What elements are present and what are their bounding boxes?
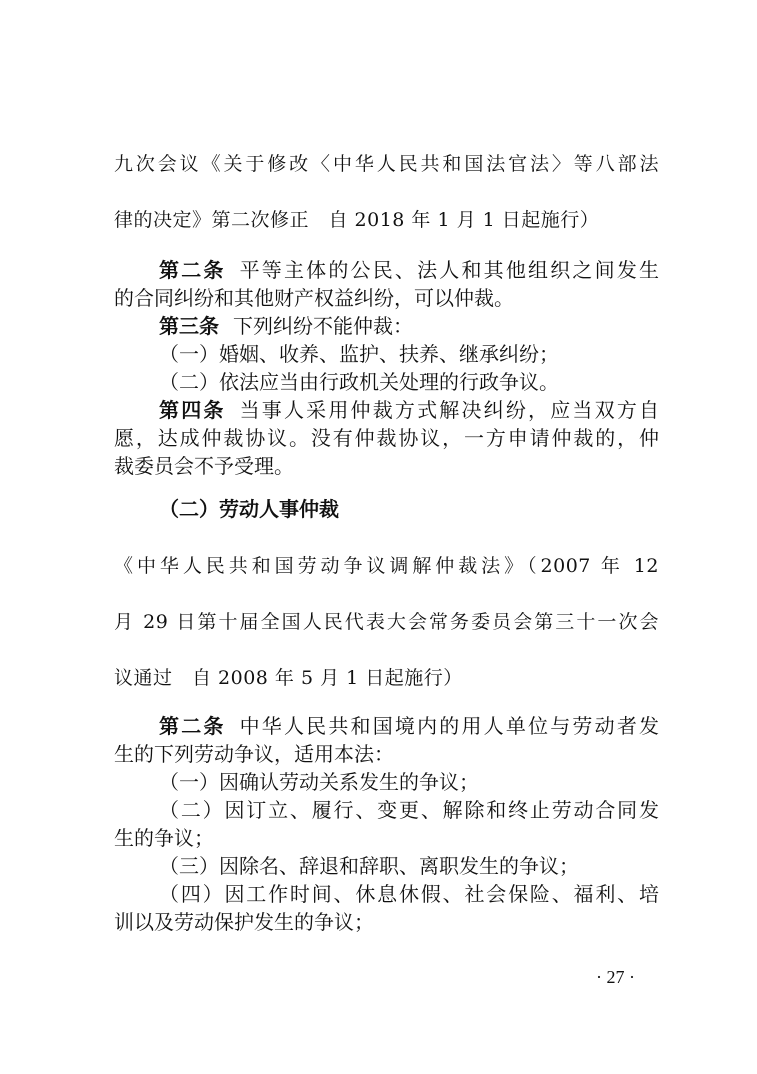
article-3-item-1: （一）婚姻、收养、监护、扶养、继承纠纷； <box>159 342 559 366</box>
source-citation-line-1: 九次会议《关于修改〈中华人民共和国法官法〉等八部法 <box>114 153 659 175</box>
article-2-text: 平等主体的公民、法人和其他组织之间发生 <box>239 258 659 282</box>
article-4-line-2: 愿，达成仲裁协议。没有仲裁协议，一方申请仲裁的，仲 <box>114 426 659 450</box>
labor-article-2-item-2-line-1: （二）因订立、履行、变更、解除和终止劳动合同发 <box>159 798 659 822</box>
labor-article-2-item-1: （一）因确认劳动关系发生的争议； <box>159 770 479 794</box>
article-3-heading: 第三条 <box>159 314 219 338</box>
article-2-line-1 <box>159 258 659 282</box>
labor-source-line-3: 议通过 自 2008 年 5 月 1 日起施行） <box>114 667 463 689</box>
labor-article-2-line-2: 生的下列劳动争议，适用本法： <box>114 742 394 766</box>
labor-article-2-heading: 第二条 <box>159 714 226 738</box>
labor-source-line-2: 月 29 日第十届全国人民代表大会常务委员会第三十一次会 <box>114 611 659 633</box>
source-citation-line-2: 律的决定》第二次修正 自 2018 年 1 月 1 日起施行） <box>114 209 600 231</box>
article-4-line-1 <box>159 398 659 422</box>
labor-article-2-item-4-line-2: 训以及劳动保护发生的争议； <box>114 910 374 934</box>
article-3-line-1 <box>159 314 659 338</box>
article-2-line-2: 的合同纠纷和其他财产权益纠纷，可以仲裁。 <box>114 286 514 310</box>
labor-article-2-item-2-line-2: 生的争议； <box>114 826 214 850</box>
article-4-heading: 第四条 <box>159 398 226 422</box>
article-3-text: 下列纠纷不能仲裁： <box>233 314 413 338</box>
labor-article-2-item-4-line-1: （四）因工作时间、休息休假、社会保险、福利、培 <box>159 882 659 906</box>
article-2-heading: 第二条 <box>159 258 226 282</box>
page-number: · 27 · <box>596 967 635 987</box>
labor-source-line-1: 《中华人民共和国劳动争议调解仲裁法》（2007 年 12 <box>114 555 659 577</box>
article-4-text: 当事人采用仲裁方式解决纠纷，应当双方自 <box>239 398 659 422</box>
article-3-item-2: （二）依法应当由行政机关处理的行政争议。 <box>159 370 559 394</box>
labor-article-2-line-1 <box>159 714 659 738</box>
section-title: （二）劳动人事仲裁 <box>159 497 339 521</box>
article-4-line-3: 裁委员会不予受理。 <box>114 454 294 478</box>
labor-article-2-text: 中华人民共和国境内的用人单位与劳动者发 <box>239 714 659 738</box>
labor-article-2-item-3: （三）因除名、辞退和辞职、离职发生的争议； <box>159 854 579 878</box>
